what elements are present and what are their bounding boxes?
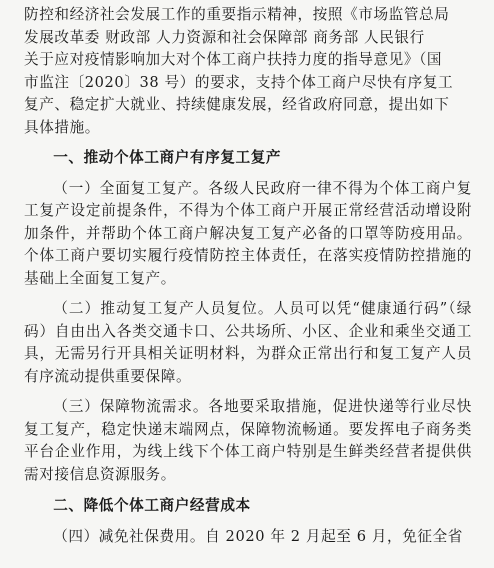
intro-line: 具体措施。 [24,118,100,136]
intro-line: 发展改革委 财政部 人力资源和社会保障部 商务部 人民银行 [24,28,425,46]
section-heading-2: 二、降低个体工商户经营成本 [53,497,251,514]
clause-2: （二）推动复工复产人员复位。人员可以凭“健康通行码”（绿码）自由出入各类交通卡口、公共场所、小区、企业和乘坐交通工具，无需另行开具相关证明材料，为群众正常出行和复工复产人员有序流动提供重要保障。 [24,300,472,385]
clause-1: （一）全面复工复产。各级人民政府一律不得为个体工商户复工复产设定前提条件，不得为个体工商户开展正常经营活动增设附加条件，并帮助个体工商户解决复工复产必备的口罩等防疫用品。个体工商户要切实履行疫情防控主体责任，在落实疫情防控措施的基础上全面复工复产。 [24,179,472,287]
intro-paragraph [24,4,472,139]
intro-line: 市监注〔2020〕38 号）的要求，支持个体工商户尽快有序复工 [24,73,454,91]
intro-line: 防控和经济社会发展工作的重要指示精神，按照《市场监管总局 [24,6,450,23]
clause-4: （四）减免社保费用。自 2020 年 2 月起至 6 月，免征全省 [53,527,464,545]
section-heading-1: 一、推动个体工商户有序复工复产 [53,149,282,166]
intro-line: 复产、稳定扩大就业、持续健康发展，经省政府同意，提出如下 [24,96,450,113]
clause-3: （三）保障物流需求。各地要采取措施，促进快递等行业尽快复工复产，稳定快递末端网点，保障物流畅通。要发挥电子商务类平台企业作用，为线上线下个体工商户特别是生鲜类经营者提供供需对接信息资源服务。 [24,398,472,483]
intro-line: 关于应对疫情影响加大对个体工商户扶持力度的指导意见》（国 [24,51,443,68]
